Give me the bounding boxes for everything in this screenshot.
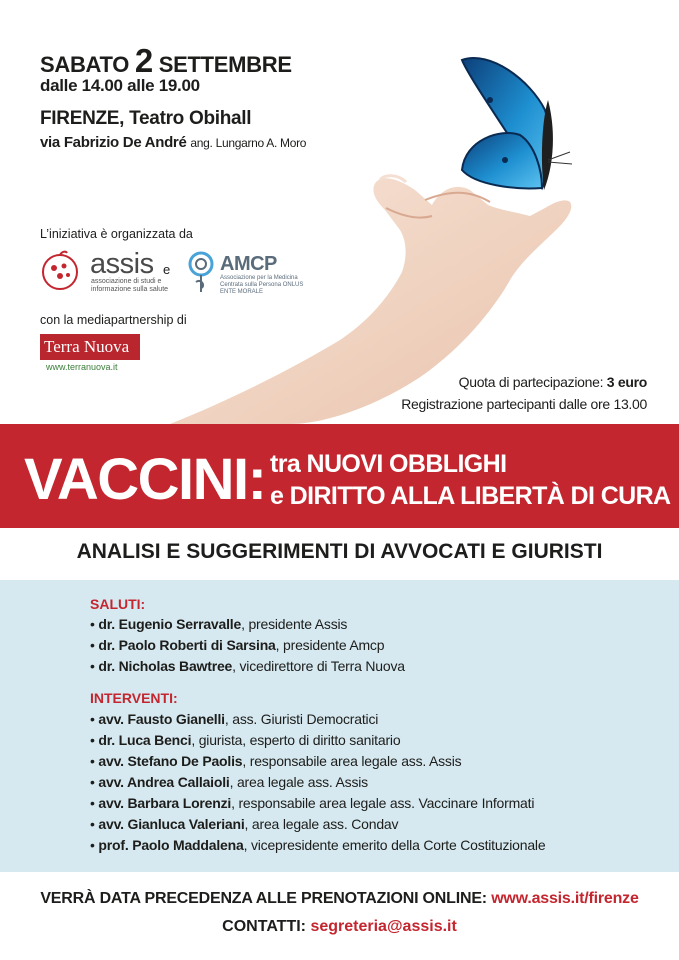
event-month: SETTEMBRE	[158, 52, 292, 77]
assis-name: assis	[90, 248, 154, 280]
list-item: • prof. Paolo Maddalena, vicepresidente emerito della Corte Costituzionale	[90, 837, 546, 853]
butterfly-icon	[462, 58, 572, 190]
event-day-label: SABATO	[40, 52, 130, 77]
list-item: • avv. Stefano De Paolis, responsabile area legale ass. Assis	[90, 753, 462, 769]
terra-nuova-url: www.terranuova.it	[46, 362, 118, 372]
list-item: • avv. Andrea Callaioli, area legale ass. Assis	[90, 774, 368, 790]
list-item: • dr. Paolo Roberti di Sarsina, presidente Amcp	[90, 637, 385, 653]
banner-title: VACCINI:	[24, 447, 266, 512]
terra-nuova-name: Terra Nuova	[44, 337, 130, 356]
assis-tagline: associazione di studi e informazione sulla salute	[91, 278, 169, 293]
organizers-intro: L’iniziativa è organizzata da	[40, 227, 193, 241]
list-item: • dr. Eugenio Serravalle, presidente Assis	[90, 616, 348, 632]
event-date	[40, 42, 292, 80]
list-item: • avv. Gianluca Valeriani, area legale ass. Condav	[90, 816, 399, 832]
event-day-number: 2	[134, 42, 153, 79]
interventi-heading: INTERVENTI:	[90, 690, 178, 706]
list-item: • avv. Barbara Lorenzi, responsabile area legale ass. Vaccinare Informati	[90, 795, 535, 811]
participation-fee	[459, 374, 647, 390]
program-panel	[0, 580, 679, 872]
organizers-conjunction: e	[163, 262, 171, 277]
amcp-logo	[184, 250, 304, 294]
list-item: • dr. Nicholas Bawtree, vicedirettore di Terra Nuova	[90, 658, 405, 674]
event-venue: FIRENZE, Teatro Obihall	[40, 108, 252, 129]
banner-subtitle-line1: tra NUOVI OBBLIGHI	[270, 450, 507, 478]
media-partner-intro: con la mediapartnership di	[40, 313, 187, 327]
contact-email-link[interactable]: segreteria@assis.it	[310, 918, 457, 935]
contact-line	[0, 918, 679, 936]
amcp-tagline: Associazione per la Medicina Centrata sulla Persona ONLUS ENTE MORALE	[220, 275, 304, 295]
contact-label: CONTATTI:	[222, 918, 311, 935]
registration-time: Registrazione partecipanti dalle ore 13.00	[401, 396, 647, 412]
hero-illustration	[170, 40, 679, 424]
terra-nuova-logo	[40, 334, 140, 360]
list-item: • avv. Fausto Gianelli, ass. Giuristi Democratici	[90, 711, 379, 727]
booking-line	[0, 890, 679, 908]
fee-label: Quota di partecipazione:	[458, 374, 607, 390]
booking-link[interactable]: www.assis.it/firenze	[491, 890, 639, 907]
assis-logo	[38, 248, 178, 292]
banner-subtitle-line2: e DIRITTO ALLA LIBERTÀ DI CURA	[270, 482, 671, 510]
title-banner	[0, 424, 679, 528]
event-address	[40, 134, 306, 151]
amcp-logo-icon	[184, 250, 218, 294]
list-item: • dr. Luca Benci, giurista, esperto di diritto sanitario	[90, 732, 401, 748]
booking-label: VERRÀ DATA PRECEDENZA ALLE PRENOTAZIONI ONLINE:	[40, 890, 492, 907]
event-time: dalle 14.00 alle 19.00	[40, 76, 200, 95]
analysis-subtitle: ANALISI E SUGGERIMENTI DI AVVOCATI E GIURISTI	[76, 540, 603, 563]
address-street: via Fabrizio De André	[40, 134, 187, 151]
assis-logo-icon	[38, 248, 82, 292]
address-note: ang. Lungarno A. Moro	[190, 136, 307, 150]
amcp-name: AMCP	[220, 253, 277, 275]
saluti-heading: SALUTI:	[90, 596, 146, 612]
fee-amount: 3 euro	[606, 374, 647, 390]
